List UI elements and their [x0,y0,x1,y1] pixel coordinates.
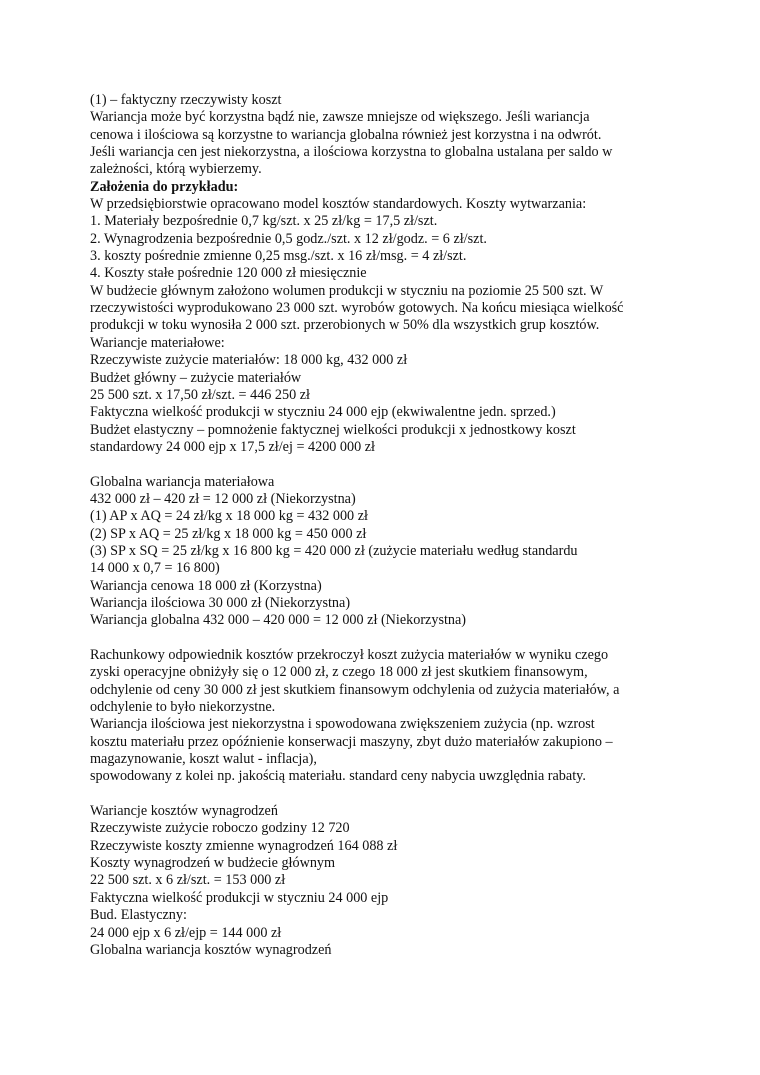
text-line: Rzeczywiste koszty zmienne wynagrodzeń 164 088 zł [90,837,398,854]
text-line: Jeśli wariancja cen jest niekorzystna, a ilościowa korzystna to globalna ustalana per saldo w [90,144,613,161]
text-line: (3) SP x SQ = 25 zł/kg x 16 800 kg = 420 000 zł (zużycie materiału według standardu [90,542,578,559]
text-line: Globalna wariancja materiałowa [90,473,275,490]
text-line: Wariancja globalna 432 000 – 420 000 = 12 000 zł (Niekorzystna) [90,612,467,629]
paragraph-block [90,803,675,959]
text-line: 22 500 szt. x 6 zł/szt. = 153 000 zł [90,872,286,889]
paragraph-block [90,474,675,630]
text-line: 3. koszty pośrednie zmienne 0,25 msg./szt. x 16 zł/msg. = 4 zł/szt. [90,248,467,265]
text-line: zależności, którą wybierzemy. [90,161,262,178]
section-heading: Założenia do przykładu: [90,178,239,195]
text-line: Budżet elastyczny – pomnożenie faktycznej wielkości produkcji x jednostkowy koszt [90,421,576,438]
text-line: Wariancja ilościowa jest niekorzystna i spowodowana zwiększeniem zużycia (np. wzrost [90,716,595,733]
text-line: (2) SP x AQ = 25 zł/kg x 18 000 kg = 450 000 zł [90,525,367,542]
text-line: Budżet główny – zużycie materiałów [90,369,302,386]
document-page [90,92,675,959]
text-line: (1) – faktyczny rzeczywisty koszt [90,92,282,108]
text-line: Wariancje materiałowe: [90,334,225,351]
paragraph-block [90,647,675,786]
text-line: Wariancja cenowa 18 000 zł (Korzystna) [90,577,322,594]
text-line: 432 000 zł – 420 zł = 12 000 zł (Niekorzystna) [90,490,356,507]
text-line: Rachunkowy odpowiednik kosztów przekroczył koszt zużycia materiałów w wyniku czego [90,647,609,663]
text-line: W przedsiębiorstwie opracowano model kosztów standardowych. Koszty wytwarzania: [90,196,587,213]
text-line: odchylenie od ceny 30 000 zł jest skutkiem finansowym odchylenia od zużycia materiałów, a [90,681,620,698]
text-line: 1. Materiały bezpośrednie 0,7 kg/szt. x 25 zł/kg = 17,5 zł/szt. [90,213,438,230]
text-line: Koszty wynagrodzeń w budżecie głównym [90,855,336,872]
text-line: Bud. Elastyczny: [90,907,187,924]
text-line: 25 500 szt. x 17,50 zł/szt. = 446 250 zł [90,386,311,403]
text-line: odchylenie to było niekorzystne. [90,699,276,716]
text-line: 14 000 x 0,7 = 16 800) [90,560,220,577]
text-line: produkcji w toku wynosiła 2 000 szt. przerobionych w 50% dla wszystkich grup kosztów. [90,317,600,334]
text-line: W budżecie głównym założono wolumen produkcji w styczniu na poziomie 25 500 szt. W [90,282,604,299]
text-line: Rzeczywiste zużycie materiałów: 18 000 kg, 432 000 zł [90,352,408,369]
text-line: Wariancje kosztów wynagrodzeń [90,803,278,820]
paragraph-gap [90,786,675,803]
text-line: Faktyczna wielkość produkcji w styczniu 24 000 ejp (ekwiwalentne jedn. sprzed.) [90,404,556,421]
text-line: Globalna wariancja kosztów wynagrodzeń [90,941,332,958]
text-line: spowodowany z kolei np. jakością materiału. standard ceny nabycia uwzględnia rabaty. [90,768,586,785]
text-line: Rzeczywiste zużycie roboczo godziny 12 720 [90,820,350,837]
text-line: magazynowanie, koszt walut - inflacja), [90,751,317,768]
text-line: kosztu materiału przez opóźnienie konserwacji maszyny, zbyt dużo materiałów zakupiono – [90,733,613,750]
paragraph-gap [90,456,675,473]
paragraph-block [90,92,675,456]
text-line: standardowy 24 000 ejp x 17,5 zł/ej = 4200 000 zł [90,438,376,455]
text-line: 24 000 ejp x 6 zł/ejp = 144 000 zł [90,924,282,941]
text-line: 4. Koszty stałe pośrednie 120 000 zł miesięcznie [90,265,367,282]
text-line: Wariancja ilościowa 30 000 zł (Niekorzystna) [90,594,351,611]
text-line: (1) AP x AQ = 24 zł/kg x 18 000 kg = 432 000 zł [90,508,368,525]
text-line: zyski operacyjne obniżyły się o 12 000 zł, z czego 18 000 zł jest skutkiem finansowym, [90,664,588,681]
text-line: Wariancja może być korzystna bądź nie, zawsze mniejsze od większego. Jeśli wariancja [90,109,590,126]
text-line: rzeczywistości wyprodukowano 23 000 szt. wyrobów gotowych. Na końcu miesiąca wielkość [90,300,624,317]
text-line: cenowa i ilościowa są korzystne to wariancja globalna również jest korzystna i na odwrót. [90,126,602,143]
paragraph-gap [90,630,675,647]
text-line: 2. Wynagrodzenia bezpośrednie 0,5 godz./szt. x 12 zł/godz. = 6 zł/szt. [90,230,487,247]
text-line: Faktyczna wielkość produkcji w styczniu 24 000 ejp [90,889,389,906]
